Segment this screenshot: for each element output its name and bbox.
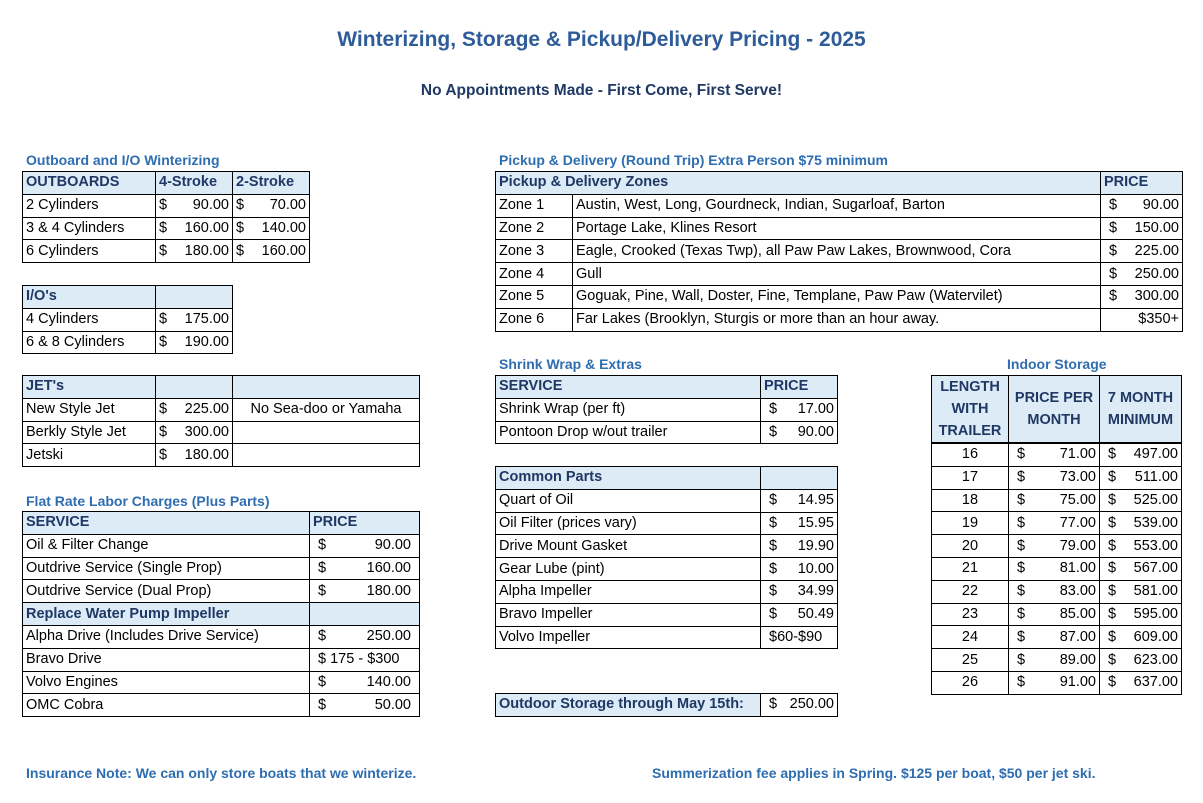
price-value: 250.00	[789, 696, 834, 713]
currency: $	[318, 628, 327, 645]
zone-label: Zone 6	[496, 308, 573, 331]
row-label: Oil & Filter Change	[23, 534, 310, 557]
seven-month-minimum: 539.00	[1133, 514, 1178, 531]
currency: $	[1109, 265, 1118, 282]
indoor-storage-rows	[931, 443, 1182, 695]
zone-areas: Portage Lake, Klines Resort	[573, 217, 1101, 240]
seven-month-minimum: 623.00	[1133, 651, 1178, 668]
zone-areas: Gull	[573, 263, 1101, 286]
currency: $	[318, 673, 327, 690]
page-subtitle: No Appointments Made - First Come, First Serve!	[420, 82, 783, 99]
table-row	[23, 331, 233, 354]
row-label: Bravo Impeller	[496, 603, 761, 626]
row-label: 6 Cylinders	[23, 240, 156, 263]
parts-header: Common Parts	[496, 467, 761, 490]
table-row	[23, 194, 310, 217]
table-row	[496, 626, 838, 649]
table-row	[496, 398, 838, 421]
price-value: 50.49	[797, 606, 834, 623]
length-value: 18	[932, 489, 1009, 512]
table-row	[932, 603, 1182, 626]
table-row	[496, 421, 838, 444]
price-value: 90.00	[192, 197, 229, 214]
table-row	[23, 398, 420, 421]
labor-header: PRICE	[310, 512, 420, 535]
currency: $	[236, 219, 245, 236]
currency: $	[159, 311, 168, 328]
indoor-header: 7 MONTH MINIMUM	[1100, 376, 1182, 443]
row-label: Alpha Drive (Includes Drive Service)	[23, 625, 310, 648]
currency: $	[1108, 605, 1117, 622]
price-value: 140.00	[366, 673, 411, 690]
zone-areas: Austin, West, Long, Gourdneck, Indian, Sugarloaf, Barton	[573, 194, 1101, 217]
length-value: 23	[932, 603, 1009, 626]
seven-month-minimum: 637.00	[1133, 674, 1178, 691]
currency: $	[159, 423, 168, 440]
price-per-month: 81.00	[1059, 560, 1096, 577]
indoor-header: LENGTH WITH TRAILER	[932, 376, 1009, 443]
table-row	[496, 240, 1183, 263]
summerization-note: Summerization fee applies in Spring. $125 per boat, $50 per jet ski.	[652, 765, 1096, 781]
shrink-table	[495, 375, 838, 444]
currency: $	[1017, 674, 1026, 691]
table-row	[932, 466, 1182, 489]
currency: $	[1108, 583, 1117, 600]
outboard-table	[22, 171, 310, 263]
labor-section-title: Flat Rate Labor Charges (Plus Parts)	[26, 493, 270, 509]
currency: $	[236, 242, 245, 259]
table-row	[496, 217, 1183, 240]
price-value: 14.95	[797, 492, 834, 509]
price-value: 180.00	[184, 242, 229, 259]
row-label: 6 & 8 Cylinders	[23, 331, 156, 354]
currency: $	[1108, 491, 1117, 508]
row-label: Pontoon Drop w/out trailer	[496, 421, 761, 444]
table-row	[496, 489, 838, 512]
row-label: Gear Lube (pint)	[496, 558, 761, 581]
row-label: Jetski	[23, 444, 156, 467]
length-value: 16	[932, 444, 1009, 467]
currency: $	[318, 582, 327, 599]
currency: $	[769, 514, 778, 531]
table-row	[496, 512, 838, 535]
insurance-note: Insurance Note: We can only store boats that we winterize.	[26, 765, 417, 781]
price-per-month: 79.00	[1059, 537, 1096, 554]
currency: $	[1108, 537, 1117, 554]
price-per-month: 91.00	[1059, 674, 1096, 691]
price-per-month: 77.00	[1059, 514, 1096, 531]
table-row	[496, 580, 838, 603]
row-label: Bravo Drive	[23, 648, 310, 671]
price-value: 300.00	[1134, 288, 1179, 305]
currency: $	[159, 219, 168, 236]
currency: $	[1109, 288, 1118, 305]
outboard-header: 4-Stroke	[156, 172, 233, 195]
table-row	[496, 558, 838, 581]
row-label: Volvo Engines	[23, 671, 310, 694]
length-value: 21	[932, 557, 1009, 580]
shrink-header: SERVICE	[496, 376, 761, 399]
row-label: Shrink Wrap (per ft)	[496, 398, 761, 421]
row-label: 2 Cylinders	[23, 194, 156, 217]
table-row	[23, 580, 420, 603]
table-row	[23, 625, 420, 648]
shrink-section-title: Shrink Wrap & Extras	[499, 356, 642, 372]
currency: $	[159, 242, 168, 259]
table-row	[23, 557, 420, 580]
price-value: $350+	[1101, 308, 1183, 331]
currency: $	[1108, 560, 1117, 577]
row-label: Drive Mount Gasket	[496, 535, 761, 558]
pickup-section-title: Pickup & Delivery (Round Trip) Extra Person $75 minimum	[499, 152, 888, 168]
price-value: 180.00	[184, 446, 229, 463]
currency: $	[1017, 446, 1026, 463]
price-value: 250.00	[366, 628, 411, 645]
currency: $	[159, 333, 168, 350]
table-row	[496, 194, 1183, 217]
zone-areas: Eagle, Crooked (Texas Twp), all Paw Paw Lakes, Brownwood, Cora	[573, 240, 1101, 263]
table-row	[23, 240, 310, 263]
table-row	[23, 534, 420, 557]
price-value: 140.00	[261, 219, 306, 236]
currency: $	[1017, 491, 1026, 508]
currency: $	[1108, 446, 1117, 463]
price-per-month: 73.00	[1059, 469, 1096, 486]
zone-areas: Goguak, Pine, Wall, Doster, Fine, Templane, Paw Paw (Watervilet)	[573, 285, 1101, 308]
jet-note	[233, 444, 420, 467]
currency: $	[1017, 469, 1026, 486]
price-value: 160.00	[184, 219, 229, 236]
price-per-month: 75.00	[1059, 491, 1096, 508]
currency: $	[1108, 628, 1117, 645]
length-value: 17	[932, 466, 1009, 489]
indoor-header: PRICE PER MONTH	[1009, 376, 1100, 443]
row-label: 4 Cylinders	[23, 308, 156, 331]
table-row	[932, 535, 1182, 558]
price-value: 250.00	[1134, 265, 1179, 282]
currency: $	[1109, 197, 1118, 214]
price-value: 50.00	[374, 696, 411, 713]
pickup-header: PRICE	[1101, 172, 1183, 195]
currency: $	[769, 401, 778, 418]
shrink-header: PRICE	[761, 376, 838, 399]
outdoor-storage-table	[495, 693, 838, 717]
currency: $	[769, 560, 778, 577]
price-value: 180.00	[366, 582, 411, 599]
table-row	[496, 603, 838, 626]
outboard-header: 2-Stroke	[233, 172, 310, 195]
table-row	[23, 217, 310, 240]
page-title: Winterizing, Storage & Pickup/Delivery Pricing - 2025	[337, 28, 866, 51]
currency: $	[769, 537, 778, 554]
table-row	[932, 444, 1182, 467]
table-row	[23, 308, 233, 331]
row-label: Quart of Oil	[496, 489, 761, 512]
currency: $	[769, 606, 778, 623]
row-label: Outdrive Service (Single Prop)	[23, 557, 310, 580]
table-row	[23, 444, 420, 467]
currency: $	[1017, 605, 1026, 622]
price-per-month: 89.00	[1059, 651, 1096, 668]
price-range: $60-$90	[761, 626, 838, 649]
seven-month-minimum: 567.00	[1133, 560, 1178, 577]
zone-label: Zone 5	[496, 285, 573, 308]
currency: $	[1017, 651, 1026, 668]
zone-areas: Far Lakes (Brooklyn, Sturgis or more than an hour away.	[573, 308, 1101, 331]
price-value: 15.95	[797, 514, 834, 531]
table-row	[932, 626, 1182, 649]
row-label: New Style Jet	[23, 398, 156, 421]
price-value: 190.00	[184, 333, 229, 350]
price-value: 34.99	[797, 583, 834, 600]
currency: $	[318, 559, 327, 576]
labor-table	[22, 511, 420, 717]
currency: $	[1017, 628, 1026, 645]
outboard-section-title: Outboard and I/O Winterizing	[26, 152, 220, 168]
jet-note: No Sea-doo or Yamaha	[233, 398, 420, 421]
currency: $	[159, 446, 168, 463]
currency: $	[318, 696, 327, 713]
price-value: 300.00	[184, 423, 229, 440]
row-label: Berkly Style Jet	[23, 421, 156, 444]
currency: $	[769, 696, 778, 713]
currency: $	[1109, 242, 1118, 259]
price-value: 175.00	[184, 311, 229, 328]
price-value: 17.00	[797, 401, 834, 418]
zone-label: Zone 4	[496, 263, 573, 286]
jets-table	[22, 375, 420, 467]
table-row	[932, 557, 1182, 580]
currency: $	[159, 401, 168, 418]
table-row	[496, 285, 1183, 308]
seven-month-minimum: 553.00	[1133, 537, 1178, 554]
table-row	[23, 648, 420, 671]
currency: $	[1108, 651, 1117, 668]
currency: $	[769, 423, 778, 440]
length-value: 19	[932, 512, 1009, 535]
currency: $	[769, 583, 778, 600]
currency: $	[1017, 583, 1026, 600]
currency: $	[159, 197, 168, 214]
jets-header: JET's	[23, 376, 156, 399]
currency: $	[1017, 560, 1026, 577]
row-label: 3 & 4 Cylinders	[23, 217, 156, 240]
currency: $	[1108, 469, 1117, 486]
price-value: 19.90	[797, 537, 834, 554]
length-value: 25	[932, 649, 1009, 672]
parts-table	[495, 466, 838, 649]
zone-label: Zone 1	[496, 194, 573, 217]
price-value: 150.00	[1134, 219, 1179, 236]
price-value: 10.00	[797, 560, 834, 577]
price-value: 70.00	[269, 197, 306, 214]
table-row	[23, 694, 420, 717]
price-per-month: 83.00	[1059, 583, 1096, 600]
length-value: 20	[932, 535, 1009, 558]
row-label: Outdrive Service (Dual Prop)	[23, 580, 310, 603]
table-row	[496, 308, 1183, 331]
seven-month-minimum: 511.00	[1134, 469, 1178, 486]
seven-month-minimum: 595.00	[1133, 605, 1178, 622]
row-label: Volvo Impeller	[496, 626, 761, 649]
table-row	[932, 649, 1182, 672]
jet-note	[233, 421, 420, 444]
table-row	[23, 421, 420, 444]
labor-header: SERVICE	[23, 512, 310, 535]
row-label: Alpha Impeller	[496, 580, 761, 603]
price-range: 175 - $300	[330, 651, 400, 668]
table-row	[932, 489, 1182, 512]
price-value: 225.00	[184, 401, 229, 418]
outdoor-storage-label: Outdoor Storage through May 15th:	[496, 694, 761, 717]
seven-month-minimum: 497.00	[1133, 446, 1178, 463]
pickup-header: Pickup & Delivery Zones	[496, 172, 1101, 195]
io-table	[22, 285, 233, 354]
currency: $	[318, 537, 327, 554]
seven-month-minimum: 581.00	[1133, 583, 1178, 600]
table-row	[23, 671, 420, 694]
table-row	[496, 535, 838, 558]
price-value: 90.00	[797, 423, 834, 440]
currency: $	[1108, 674, 1117, 691]
price-value: 225.00	[1134, 242, 1179, 259]
table-row	[932, 512, 1182, 535]
pickup-table	[495, 171, 1183, 332]
seven-month-minimum: 609.00	[1133, 628, 1178, 645]
currency: $	[1017, 514, 1026, 531]
outboard-header: OUTBOARDS	[23, 172, 156, 195]
length-value: 22	[932, 580, 1009, 603]
impeller-header: Replace Water Pump Impeller	[23, 603, 310, 626]
zone-label: Zone 3	[496, 240, 573, 263]
seven-month-minimum: 525.00	[1133, 491, 1178, 508]
currency: $	[769, 492, 778, 509]
currency: $	[236, 197, 245, 214]
length-value: 26	[932, 671, 1009, 694]
length-value: 24	[932, 626, 1009, 649]
price-value: 160.00	[366, 559, 411, 576]
table-row	[932, 671, 1182, 694]
table-row	[496, 263, 1183, 286]
price-per-month: 71.00	[1059, 446, 1096, 463]
indoor-section-title: Indoor Storage	[1007, 356, 1107, 372]
table-row	[932, 580, 1182, 603]
currency: $	[1017, 537, 1026, 554]
price-per-month: 85.00	[1059, 605, 1096, 622]
row-label: OMC Cobra	[23, 694, 310, 717]
row-label: Oil Filter (prices vary)	[496, 512, 761, 535]
zone-label: Zone 2	[496, 217, 573, 240]
price-value: 90.00	[374, 537, 411, 554]
price-value: 90.00	[1142, 197, 1179, 214]
price-value: 160.00	[261, 242, 306, 259]
io-header: I/O's	[23, 286, 156, 309]
indoor-storage-table	[931, 375, 1182, 443]
currency: $	[318, 651, 327, 668]
currency: $	[1108, 514, 1117, 531]
price-per-month: 87.00	[1059, 628, 1096, 645]
currency: $	[1109, 219, 1118, 236]
